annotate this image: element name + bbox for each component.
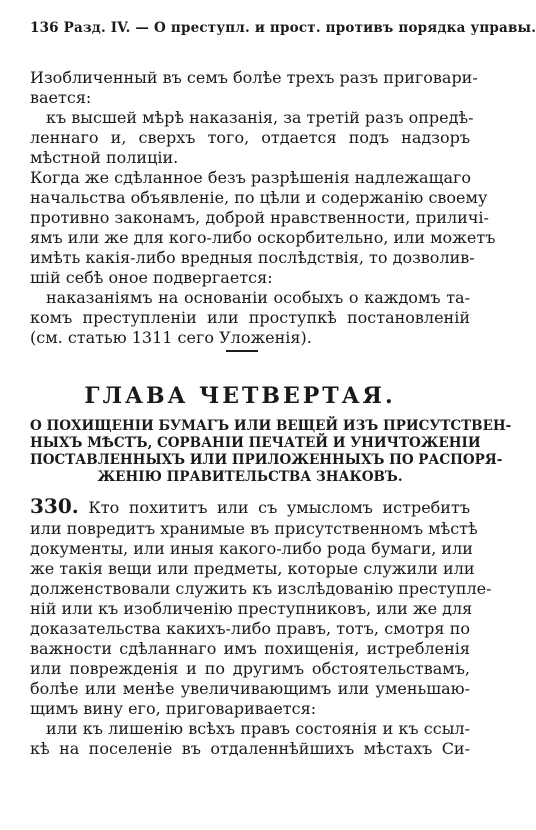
text-line: щимъ вину его, приговаривается: [30,699,317,718]
article-first-line [30,494,470,520]
text-line: начальства объявленіе, по цѣли и содержанію своему [30,188,488,207]
text-line: противно законамъ, доброй нравственности, приличі- [30,208,489,227]
text-line: къ высшей мѣрѣ наказанія, за третій разъ опредѣ- [46,108,474,127]
text-line: ямъ или же для кого-либо оскорбительно, или можетъ [30,228,496,247]
text-line: Изобличенный въ семъ болѣе трехъ разъ приговари- [30,68,478,87]
chapter-subtitle-line: НЫХЪ МѢСТЪ, СОРВАНІИ ПЕЧАТЕЙ И УНИЧТОЖЕНІИ [30,435,481,451]
section-divider [226,350,258,352]
text-line: комъ преступленіи или проступкѣ постановленій [30,308,470,327]
chapter-title: ГЛАВА ЧЕТВЕРТАЯ. [84,383,396,409]
article-number: 330. [30,494,79,518]
text-line: (см. статью 1311 сего Уложенія). [30,328,312,347]
chapter-subtitle-line: ЖЕНІЮ ПРАВИТЕЛЬСТВА ЗНАКОВЪ. [97,469,403,485]
text-line: долженствовали служить къ изслѣдованію преступле- [30,579,492,598]
chapter-subtitle-line: ПОСТАВЛЕННЫХЪ ИЛИ ПРИЛОЖЕННЫХЪ ПО РАСПОРЯ- [30,452,503,468]
article-first-text: Кто похититъ или съ умысломъ истребитъ [88,498,470,517]
chapter-subtitle-line: О ПОХИЩЕНІИ БУМАГЪ ИЛИ ВЕЩЕЙ ИЗЪ ПРИСУТСТВЕН- [30,418,512,434]
running-head: 136 Разд. IV. — О преступл. и прост. противъ порядка управы. [30,20,536,36]
text-line: документы, или иныя какого-либо рода бумаги, или [30,539,473,558]
text-line: или поврежденія и по другимъ обстоятельствамъ, [30,659,470,678]
text-line: шій себѣ оное подвергается: [30,268,273,287]
text-line: болѣе или менѣе увеличивающимъ или уменьшаю- [30,679,470,698]
text-line: важности сдѣланнаго имъ похищенія, истребленія [30,639,470,658]
text-line: вается: [30,88,92,107]
text-line: имѣть какія-либо вредныя послѣдствія, то дозволив- [30,248,475,267]
text-line: доказательства какихъ-либо правъ, тотъ, смотря по [30,619,470,638]
text-line: или къ лишенію всѣхъ правъ состоянія и къ ссыл- [46,719,470,738]
text-line: или повредитъ хранимые въ присутственномъ мѣстѣ [30,519,478,538]
text-line: мѣстной полиціи. [30,148,179,167]
text-line: кѣ на поселеніе въ отдаленнѣйшихъ мѣстахъ Си- [30,739,470,758]
text-line: леннаго и, сверхъ того, отдается подъ надзоръ [30,128,470,147]
text-line: наказаніямъ на основаніи особыхъ о каждомъ та- [46,288,470,307]
text-line: же такія вещи или предметы, которые служили или [30,559,475,578]
text-line: ній или къ изобличенію преступниковъ, или же для [30,599,473,618]
text-line: Когда же сдѣланное безъ разрѣшенія надлежащаго [30,168,471,187]
